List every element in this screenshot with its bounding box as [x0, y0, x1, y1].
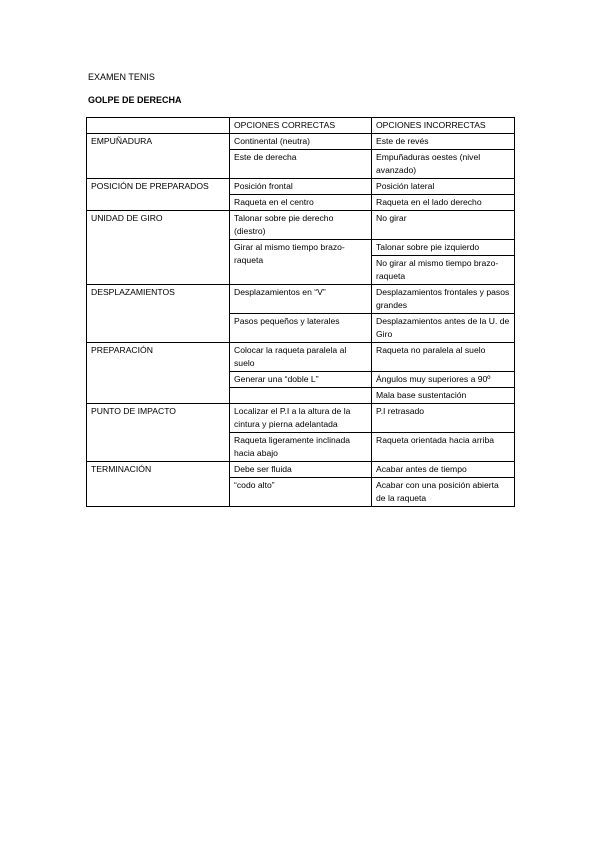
table-row	[87, 134, 515, 150]
correct-option: Girar al mismo tiempo brazo-raqueta	[230, 240, 372, 285]
incorrect-option: Mala base sustentación	[372, 388, 515, 404]
category-label: POSICIÓN DE PREPARADOS	[87, 179, 230, 211]
document-title: EXAMEN TENIS	[88, 72, 155, 82]
incorrect-option: Este de revés	[372, 134, 515, 150]
table-row	[87, 285, 515, 314]
incorrect-option: No girar al mismo tiempo brazo-raqueta	[372, 256, 515, 285]
header-empty-cell	[87, 118, 230, 134]
correct-option: Generar una “doble L”	[230, 372, 372, 388]
forehand-options-table	[86, 117, 515, 507]
correct-option: Este de derecha	[230, 150, 372, 179]
incorrect-option: Raqueta orientada hacia arriba	[372, 433, 515, 462]
correct-option: Posición frontal	[230, 179, 372, 195]
correct-option: Raqueta ligeramente inclinada hacia abajo	[230, 433, 372, 462]
incorrect-option: Raqueta en el lado derecho	[372, 195, 515, 211]
document-subtitle: GOLPE DE DERECHA	[88, 95, 182, 105]
header-correct-options: OPCIONES CORRECTAS	[230, 118, 372, 134]
incorrect-option: Raqueta no paralela al suelo	[372, 343, 515, 372]
category-label: EMPUÑADURA	[87, 134, 230, 179]
category-label: DESPLAZAMIENTOS	[87, 285, 230, 343]
category-label: PREPARACIÓN	[87, 343, 230, 404]
table-row	[87, 343, 515, 372]
incorrect-option: Ángulos muy superiores a 90º	[372, 372, 515, 388]
correct-option: “codo alto”	[230, 478, 372, 507]
correct-option: Debe ser fluida	[230, 462, 372, 478]
incorrect-option: P.I retrasado	[372, 404, 515, 433]
incorrect-option: Empuñaduras oestes (nivel avanzado)	[372, 150, 515, 179]
correct-option: Pasos pequeños y laterales	[230, 314, 372, 343]
category-label: TERMINACIÓN	[87, 462, 230, 507]
incorrect-option: Desplazamientos antes de la U. de Giro	[372, 314, 515, 343]
incorrect-option: Posición lateral	[372, 179, 515, 195]
incorrect-option: Desplazamientos frontales y pasos grandes	[372, 285, 515, 314]
category-label: PUNTO DE IMPACTO	[87, 404, 230, 462]
correct-option: Talonar sobre pie derecho (diestro)	[230, 211, 372, 240]
incorrect-option: Acabar antes de tiempo	[372, 462, 515, 478]
empty-cell	[230, 388, 372, 404]
incorrect-option: Acabar con una posición abierta de la raqueta	[372, 478, 515, 507]
table-row	[87, 404, 515, 433]
correct-option: Desplazamientos en “V”	[230, 285, 372, 314]
category-label: UNIDAD DE GIRO	[87, 211, 230, 285]
incorrect-option: No girar	[372, 211, 515, 240]
table-row	[87, 179, 515, 195]
table-row	[87, 211, 515, 240]
correct-option: Raqueta en el centro	[230, 195, 372, 211]
incorrect-option: Talonar sobre pie izquierdo	[372, 240, 515, 256]
correct-option: Continental (neutra)	[230, 134, 372, 150]
correct-option: Localizar el P.I a la altura de la cintura y pierna adelantada	[230, 404, 372, 433]
correct-option: Colocar la raqueta paralela al suelo	[230, 343, 372, 372]
table-header-row	[87, 118, 515, 134]
table-row	[87, 462, 515, 478]
header-incorrect-options: OPCIONES INCORRECTAS	[372, 118, 515, 134]
